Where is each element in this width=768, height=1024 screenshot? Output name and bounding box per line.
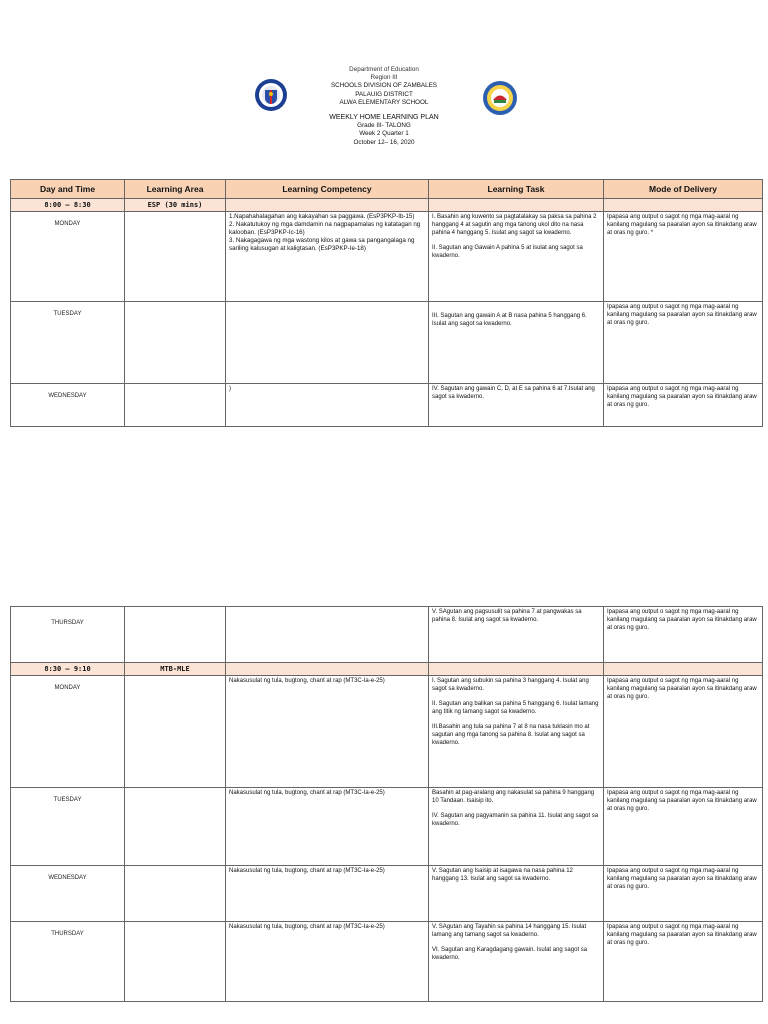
task-cell: IV. Sagutan ang gawain C, D, at E sa pahina 6 at 7.Isulat ang sagot sa kwaderno. <box>429 384 604 427</box>
delivery-cell: Ipapasa ang output o sagot ng mga mag-aaral ng kanilang magulang sa paaralan ayon sa itinakdang araw at oras ng guro. <box>604 922 763 1002</box>
competency-cell: 1.Napahahalagahan ang kakayahan sa paggawa. (EsP3PKP-Ib-15) 2. Nakatutukoy ng mga damdamin na nagpapamalas ng katatagan ng kalooban. (EsP3PKP-Ic-16) 3. Nakagagawa ng mga wastong kilos at gawa sa pangangalaga ng sariling kalusugan at kaligtasan. (EsP3PKP-Ie-18) <box>226 212 429 302</box>
delivery-cell: Ipapasa ang output o sagot ng mga mag-aaral ng kanilang magulang sa paaralan ayon sa itinakdang araw at oras ng guro. <box>604 676 763 788</box>
day-cell: TUESDAY <box>11 302 125 384</box>
day-cell: WEDNESDAY <box>11 384 125 427</box>
column-header: Day and Time <box>11 180 125 199</box>
task-cell: Basahin at pag-aralang ang nakasulat sa pahina 9 hanggang 10 Tandaan. Isaisip ito. IV. Sagutan ang pagyamanin sa pahina 11. Isulat ang sagot sa kwaderno. <box>429 788 604 866</box>
competency-cell: Nakasusulat ng tula, bugtong, chant at rap (MT3C-Ia-e-25) <box>226 922 429 1002</box>
task-cell: V. SAgutan ang Tayahin sa pahina 14 hanggang 15. Isulat lamang ang tamang sagot sa kwaderno. VI. Sagutan ang Karagdagang gawain. Isulat ang sagot sa kwaderno. <box>429 922 604 1002</box>
grade-section: Grade III- TALONG <box>357 122 411 130</box>
competency-cell: ) <box>226 384 429 427</box>
table-row <box>11 607 763 663</box>
delivery-cell: Ipapasa ang output o sagot ng mga mag-aaral ng kanilang magulang sa paaralan ayon sa itinakdang araw at oras ng guro. * <box>604 212 763 302</box>
school-name: ALWA ELEMENTARY SCHOOL <box>339 98 429 106</box>
learning-plan-table-page2 <box>10 606 763 1002</box>
table-row <box>11 212 763 302</box>
plan-title: WEEKLY HOME LEARNING PLAN <box>329 114 439 122</box>
day-cell: THURSDAY <box>11 607 125 663</box>
competency-cell: Nakasusulat ng tula, bugtong, chant at rap (MT3C-Ia-e-25) <box>226 788 429 866</box>
document-header <box>0 66 768 147</box>
time-slot-row <box>11 663 763 676</box>
task-cell: V. SAgutan ang pagsusulit sa pahina 7 at pangwakas sa pahina 8. Isulat ang sagot sa kwaderno. <box>429 607 604 663</box>
day-cell: MONDAY <box>11 212 125 302</box>
column-header: Learning Task <box>429 180 604 199</box>
task-cell: I. Sagutan ang subukin sa pahina 3 hanggang 4. Isulat ang sagot sa kwaderno. II. Sagutan ang balikan sa pahina 5 hanggang 6. Isulat lamang ang titik ng tamang sagot sa kwaderno. III.Basahin ang tula sa pahina 7 at 8 na nasa tuklasin mo at sagutan ang mga tanong sa pahina 8. Isulat ang sagot sa kwaderno. <box>429 676 604 788</box>
delivery-cell: Ipapasa ang output o sagot ng mga mag-aaral ng kanilang magulang sa paaralan ayon sa itinakdang araw at oras ng guro. <box>604 302 763 384</box>
department-name: Department of Education <box>349 66 419 73</box>
time-slot-row <box>11 199 763 212</box>
district-name: PALAUIG DISTRICT <box>355 90 413 98</box>
region-name: Region III <box>370 74 398 82</box>
date-range: October 12– 16, 2020 <box>353 138 415 146</box>
competency-cell: Nakasusulat ng tula, bugtong, chant at rap (MT3C-Ia-e-25) <box>226 676 429 788</box>
day-cell: WEDNESDAY <box>11 866 125 922</box>
division-name: SCHOOLS DIVISION OF ZAMBALES <box>330 82 438 90</box>
task-cell: III. Sagutan ang gawain A at B nasa pahina 5 hanggang 6. Isulat ang sagot sa kwaderno. <box>429 302 604 384</box>
time-slot: 8:00 – 8:30 <box>11 199 125 212</box>
competency-cell: Nakasusulat ng tula, bugtong, chant at rap (MT3C-Ia-e-25) <box>226 866 429 922</box>
column-header: Learning Area <box>125 180 226 199</box>
delivery-cell: Ipapasa ang output o sagot ng mga mag-aaral ng kanilang magulang sa paaralan ayon sa itinakdang araw at oras ng guro. <box>604 607 763 663</box>
week-quarter: Week 2 Quarter 1 <box>359 130 409 138</box>
table-row <box>11 866 763 922</box>
table-row <box>11 384 763 427</box>
day-cell: MONDAY <box>11 676 125 788</box>
table-header-row <box>11 180 763 199</box>
delivery-cell: Ipapasa ang output o sagot ng mga mag-aaral ng kanilang magulang sa paaralan ayon sa itinakdang araw at oras ng guro. <box>604 866 763 922</box>
delivery-cell: Ipapasa ang output o sagot ng mga mag-aaral ng kanilang magulang sa paaralan ayon sa itinakdang araw at oras ng guro. <box>604 788 763 866</box>
table-row <box>11 922 763 1002</box>
day-cell: TUESDAY <box>11 788 125 866</box>
table-row <box>11 302 763 384</box>
delivery-cell: Ipapasa ang output o sagot ng mga mag-aaral ng kanilang magulang sa paaralan ayon sa itinakdang araw at oras ng guro. <box>604 384 763 427</box>
day-cell: THURSDAY <box>11 922 125 1002</box>
table-row <box>11 676 763 788</box>
learning-area: MTB-MLE <box>125 663 226 676</box>
task-cell: I. Basahin ang kuwento sa pagtatalakay sa paksa sa pahina 2 hanggang 4 at sagutin ang mga tanong ukol dito na nasa pahina 4 hanggang 5. Isulat ang sagot sa kwaderno. II. Sagutan ang Gawain A pahina 5 at isulat ang sagot sa kwaderno. <box>429 212 604 302</box>
table-row <box>11 788 763 866</box>
column-header: Mode of Delivery <box>604 180 763 199</box>
task-cell: V. Sagutan ang Isaisip at isagawa na nasa pahina 12 hanggang 13. Isulat ang sagot sa kwaderno. <box>429 866 604 922</box>
learning-area: ESP (30 mins) <box>125 199 226 212</box>
learning-plan-table-page1 <box>10 179 763 427</box>
column-header: Learning Competency <box>226 180 429 199</box>
time-slot: 8:30 – 9:10 <box>11 663 125 676</box>
